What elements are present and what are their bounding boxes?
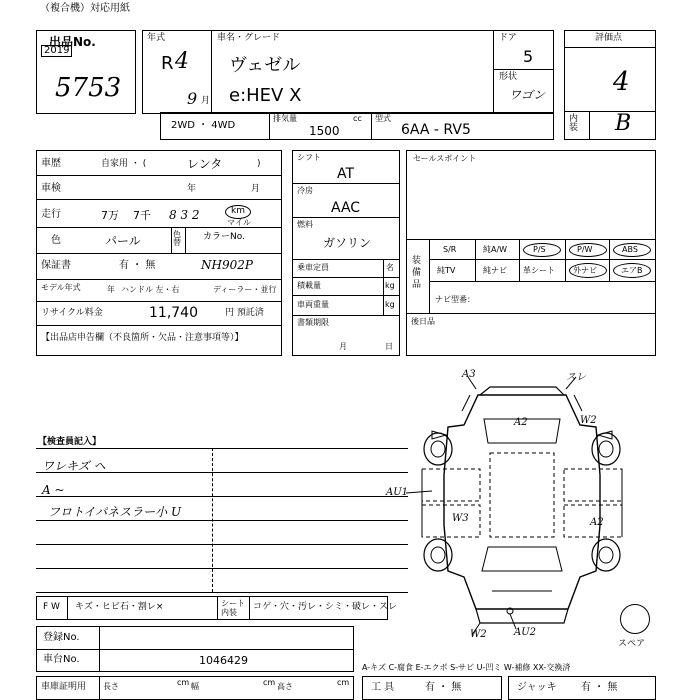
jack-options: 有 ・ 無 <box>581 682 618 693</box>
damage-legend: A-キズ C-腐食 E-エクボ S-サビ U-凹ミ W-補修 XX-交換済 <box>362 663 571 672</box>
color-value: パール <box>105 234 141 248</box>
ac-value: AAC <box>331 200 361 216</box>
cert-label: 車庫証明用 <box>41 682 87 692</box>
equipment-aw: 純A/W <box>483 245 508 254</box>
mark-a3: A3 <box>462 369 476 380</box>
form-title: （複合機）対応用紙 <box>40 3 130 14</box>
mark-a2-roof: A2 <box>514 417 528 428</box>
shift-label: シフト <box>297 153 321 162</box>
mark-a2-side: A2 <box>590 517 604 528</box>
inspector-note-3: フロトイパネスラー小 U <box>48 505 182 519</box>
jack-box <box>508 676 656 700</box>
model-year-handle: ハンドル 左・右 <box>121 285 180 294</box>
equipment-abs: ABS <box>622 245 638 254</box>
load-label: 積載量 <box>297 281 321 290</box>
spec-row <box>160 112 554 140</box>
shape-label: 形状 <box>499 72 518 82</box>
history-close: ) <box>257 159 261 169</box>
color-code-label: カラーNo. <box>203 232 245 242</box>
tools-label: 工 具 <box>371 682 395 693</box>
equipment-extnavi: 外ナビ <box>573 266 597 275</box>
docs-day: 日 <box>385 342 393 351</box>
year-era: R <box>161 53 174 74</box>
inspection-year: 年 <box>187 184 197 194</box>
lot-year-tag: 2019 <box>41 45 72 57</box>
color-code-value: NH902P <box>201 258 253 272</box>
mileage-digits: 8 3 2 <box>169 208 200 222</box>
equipment-sr: S/R <box>443 245 457 254</box>
inspection-label: 車検 <box>41 183 61 194</box>
inspector-note-1: ワレキズ ヘ <box>42 459 106 473</box>
docs-label: 書類期限 <box>297 318 329 327</box>
mark-w2-right: W2 <box>580 415 597 426</box>
registration-label: 登録No. <box>43 632 80 643</box>
registration-box <box>36 626 354 672</box>
declaration-label: 【出品店申告欄（不良箇所・欠品・注意事項等）】 <box>41 333 244 343</box>
cert-height-unit: cm <box>337 678 350 687</box>
docs-month: 月 <box>339 342 347 351</box>
door-label: ドア <box>499 33 517 43</box>
interior-score: B <box>615 111 632 136</box>
cert-height: 高さ <box>277 682 293 691</box>
history-value: レンタ <box>187 157 223 171</box>
mark-au1: AU1 <box>386 487 409 498</box>
year-label: 年式 <box>147 33 166 43</box>
right-panel <box>406 150 656 356</box>
color-label: 色 <box>51 235 61 246</box>
rating-box <box>564 30 656 140</box>
equipment-label: 装備品 <box>412 256 422 290</box>
model-year-label: モデル年式 <box>41 283 81 292</box>
shape-value: ワゴン <box>509 88 546 102</box>
mark-rear-au2: AU2 <box>514 627 537 638</box>
tools-options: 有 ・ 無 <box>425 682 462 693</box>
weight-unit: kg <box>385 300 395 309</box>
mileage-sen: 7千 <box>133 209 151 222</box>
car-name: ヴェゼル <box>229 55 301 76</box>
interior-label: 内装 <box>569 114 579 133</box>
warranty-label: 保証書 <box>41 260 71 271</box>
fw-label: F W <box>43 602 60 612</box>
drive-options: 2WD ・ 4WD <box>171 120 236 131</box>
month-unit: 月 <box>201 96 211 106</box>
mark-rear-w2: W2 <box>470 629 487 640</box>
year-value: 4 <box>175 49 189 74</box>
recycle-unit: 円 預託済 <box>225 308 264 318</box>
cert-length: 長さ <box>103 682 119 691</box>
details-table <box>36 150 282 356</box>
model-year-dealer: ディーラー・並行 <box>213 285 277 294</box>
model-value: 6AA - RV5 <box>401 122 471 138</box>
car-label: 車名・グレード <box>217 33 281 43</box>
mark-w3: W3 <box>452 513 469 524</box>
inspection-month: 月 <box>251 184 261 194</box>
lot-box <box>36 30 136 114</box>
car-grade: e:HEV X <box>229 85 302 106</box>
capacity-unit: 名 <box>386 263 394 272</box>
equipment-pw: P/W <box>577 245 593 254</box>
equipment-nav-label: ナビ型番： <box>435 295 475 304</box>
rating-label: 評価点 <box>595 33 623 43</box>
capacity-label: 乗車定員 <box>297 263 329 272</box>
fw-row <box>36 596 398 620</box>
chassis-value: 1046429 <box>199 654 248 667</box>
rating-score: 4 <box>613 67 630 97</box>
color-change-label: 色替 <box>173 230 181 247</box>
equipment-airbag: エアB <box>621 266 643 275</box>
model-year-year: 年 <box>107 285 115 294</box>
warranty-options: 有 ・ 無 <box>119 260 156 271</box>
door-value: 5 <box>523 47 534 66</box>
mid-column <box>292 150 400 356</box>
ac-label: 冷房 <box>297 186 313 195</box>
fuel-value: ガソリン <box>323 236 372 250</box>
recycle-value: 11,740 <box>149 305 198 321</box>
lot-label: 出品No. <box>49 35 96 49</box>
shift-value: AT <box>337 166 355 182</box>
weight-label: 車両重量 <box>297 300 329 309</box>
sheet-items: コゲ・穴・汚レ・シミ・破レ・スレ <box>253 602 398 612</box>
vehicle-header-box <box>142 30 554 114</box>
mileage-unit-km: km <box>231 206 245 216</box>
car-damage-diagram <box>380 365 660 645</box>
sheet-label: シート内装 <box>221 599 245 617</box>
mileage-unit-mile: マイル <box>227 218 251 227</box>
mark-sure: スレ <box>566 372 586 383</box>
mileage-man: 7万 <box>101 209 119 222</box>
lot-number: 5753 <box>55 73 122 103</box>
spare-label: スペア <box>618 639 646 649</box>
displacement-unit: cc <box>353 114 362 123</box>
cert-width: 幅 <box>191 682 199 691</box>
inspector-note-2: A ~ <box>42 483 65 497</box>
after-fit-label: 後日品 <box>411 317 435 326</box>
inspector-label: 【検査員記入】 <box>38 437 102 447</box>
sales-point-label: セールスポイント <box>413 154 477 163</box>
jack-label: ジャッキ <box>517 682 557 693</box>
recycle-label: リサイクル料金 <box>41 308 103 318</box>
equipment-ps: P/S <box>533 245 546 254</box>
month-value: 9 <box>187 89 198 108</box>
displacement-value: 1500 <box>309 124 340 138</box>
history-label: 車歴 <box>41 158 61 169</box>
cert-length-unit: cm <box>177 678 190 687</box>
cert-width-unit: cm <box>263 678 276 687</box>
chassis-label: 車台No. <box>43 654 80 665</box>
equipment-leather: 革シート <box>523 266 555 275</box>
fw-items: キズ・ヒビ石・割レ× <box>75 602 164 612</box>
displacement-label: 排気量 <box>273 114 297 123</box>
tools-box <box>362 676 502 700</box>
equipment-tv: 純TV <box>437 266 456 275</box>
mileage-label: 走行 <box>41 209 61 220</box>
model-label: 型式 <box>375 114 391 123</box>
load-unit: kg <box>385 281 395 290</box>
equipment-navi: 純ナビ <box>483 266 507 275</box>
cert-row <box>36 676 354 700</box>
fuel-label: 燃料 <box>297 220 313 229</box>
spare-icon <box>620 604 650 634</box>
history-options: 自家用 ・ ( <box>101 159 147 169</box>
